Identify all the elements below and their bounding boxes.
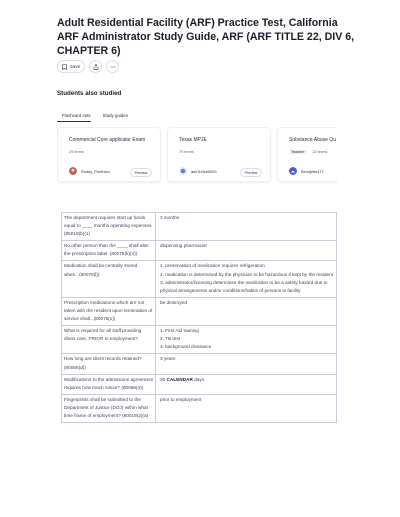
card-term-count: 79 terms [179,150,194,154]
table-row [62,394,337,422]
definition-cell [156,297,337,325]
study-set-card[interactable] [57,127,161,182]
card-terms [179,150,194,154]
share-button[interactable] [89,60,102,73]
definition-cell [156,241,337,261]
definition-line [160,376,334,384]
definition-line [160,343,334,351]
card-author [179,167,217,175]
emphasis-text: CALENDAR [166,376,193,382]
definition-line [160,355,334,363]
avatar [289,167,297,175]
definition-text: days [192,376,205,382]
definition-text: dispensing pharmacist [160,243,207,249]
term-cell: No other person than the ____ shall alter the prescription label. (80075(k)(4)) [62,241,156,261]
definition-cell [156,213,337,241]
page-title: Adult Residential Facility (ARF) Practice Test, California ARF Administrator Study Guide, ARF (ARF TITLE 22, DIV 6, CHAPTER 6) [57,17,355,57]
definition-text: 3. administrator/licensing determines the medication to be a safety hazard due to physical arrangements and/or conditions/habits of persons in facility [160,279,328,293]
definition-text: 3 months [160,215,180,220]
card-username[interactable]: Bendjetts477 [301,168,324,174]
definition-line [160,214,334,222]
avatar [179,167,187,175]
definition-cell [156,374,337,394]
term-cell: Modifications to the admissions agreement requires how much notice? (80068(4)) [62,374,156,394]
definition-cell [156,394,337,422]
preview-button[interactable]: Preview [240,168,262,177]
bookmark-icon [62,64,67,70]
definition-text: 3. background clearance [160,344,212,350]
study-set-card[interactable] [167,127,271,182]
avatar [69,167,77,175]
more-options-button[interactable] [106,60,119,73]
action-bar [57,60,119,73]
definition-text: 2. TB test [160,336,180,342]
preview-button[interactable]: Preview [130,168,152,177]
definition-cell [156,326,337,354]
card-username[interactable]: ash1b0sb0000 [191,168,217,174]
definition-line [160,279,334,295]
definition-line [160,242,334,250]
card-terms [289,150,327,154]
share-icon [93,64,99,70]
definition-cell [156,354,337,374]
students-also-studied-heading: Students also studied [57,90,122,97]
related-sets-carousel [57,127,337,185]
definition-text: 1. preservation of medication requires refrigeration [160,263,265,269]
term-cell: Prescription medications which are not taken with the resident upon termination of service shall...(80075(x)) [62,297,156,325]
card-username[interactable]: Roddy_Ponthieu [81,168,110,174]
term-cell: Fingerprints shall be submitted to the Department of Justice (DOJ) within what time frame of employment? (80019(2)(a) [62,394,156,422]
definition-line [160,335,334,343]
teacher-badge: Teacher [291,150,305,154]
save-label: Save [69,64,81,69]
table-row [62,213,337,241]
table-row [62,261,337,297]
table-row [62,374,337,394]
card-term-count: 22 terms [312,150,328,154]
more-horizontal-icon [110,66,116,68]
definition-text: prior to employment [160,396,202,402]
card-author [289,167,324,175]
table-row [62,297,337,325]
card-title: Texas MPJE [179,137,207,143]
definition-line [160,396,334,404]
term-cell: Medication shall be centrally stored when...(80075(l)) [62,261,156,297]
card-author [69,167,110,175]
study-tabs [57,111,132,122]
definition-line [160,299,334,307]
tab-study-guides[interactable]: Study guides [102,113,128,118]
term-cell: How long are client records retained? (80066(d)) [62,354,156,374]
definition-text: 30 [160,376,167,382]
tab-flashcard-sets[interactable]: Flashcard sets [57,111,91,122]
table-row [62,326,337,354]
card-term-count: 29 terms [69,150,84,154]
term-cell: What is required for all staff providing direct care, PRIOR to employment? [62,326,156,354]
card-terms [69,150,84,154]
qa-table-body [62,213,337,423]
save-button[interactable] [57,60,85,73]
card-title: Commercial Core applicator Exam [69,137,146,143]
definition-line [160,271,334,279]
card-title: Substance Abuse Qu [289,137,336,143]
definition-cell [156,261,337,297]
definition-text: 1. First Aid training [160,328,199,334]
definition-text: be destroyed [160,299,188,305]
term-cell: The department requires start up funds equal to ____ months operating expenses. (85018(b)(1) [62,213,156,241]
study-set-card[interactable] [277,127,337,182]
qa-table [61,212,337,423]
table-row [62,354,337,374]
definition-line [160,262,334,270]
definition-text: 3 years [160,356,176,362]
definition-line [160,327,334,335]
definition-text: 2. medication is determined by the physician to be hazardous if kept by the resident [160,271,334,277]
table-row [62,241,337,261]
